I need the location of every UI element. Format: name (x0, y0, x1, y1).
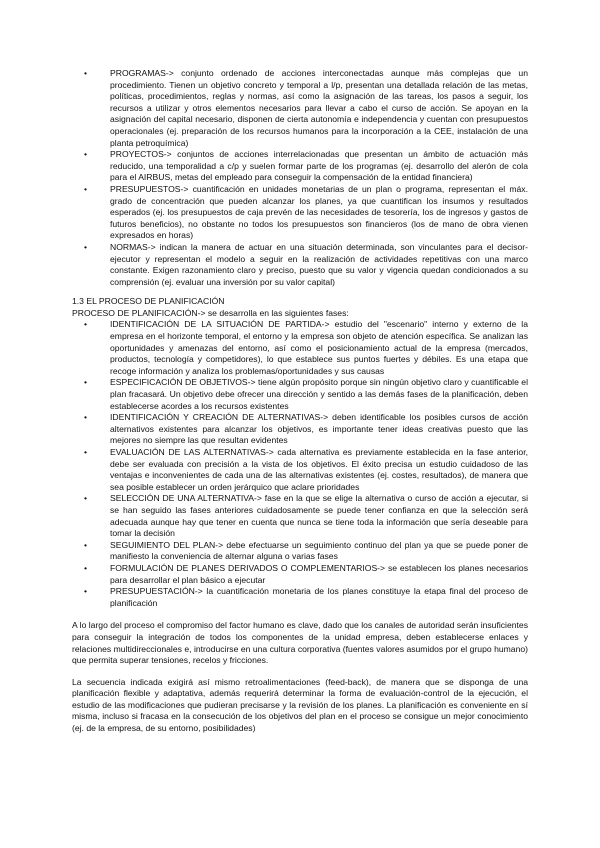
list-item-text: SELECCIÓN DE UNA ALTERNATIVA-> fase en la que se elige la alternativa o curso de acción a ejecutar, si se han seguido las fases anteriores cuidadosamente se puede tener confianza en que la selección será adecuada aunque hay que tener en cuenta que nunca se tiene toda la información que sería deseable para tomar la decisión (110, 493, 528, 539)
list-item-phase (72, 540, 528, 563)
bullet-icon: • (84, 149, 88, 160)
list-item-presupuestos (72, 184, 528, 242)
bullet-icon: • (84, 412, 88, 423)
list-item-text: PROGRAMAS-> conjunto ordenado de acciones interconectadas aunque más complejas que un procedimiento. Tienen un objetivo concreto y temporal a l/p, presentan una detallada relación de las metas, políticas, procedimientos, reglas y normas, así como la asignación de las tareas, los pasos a seguir, los recursos a utilizar y otros elementos necesarios para llevar a cabo el curso de acción. Se apoyan en la asignación del capital necesario, disponen de cierta autonomía e independencia y cuentan con presupuestos operacionales (ej. preparación de los recursos humanos para la incorporación a la CEE, instalación de una planta petroquímica) (110, 68, 528, 148)
list-item-phase (72, 563, 528, 586)
bullet-icon: • (84, 68, 88, 78)
bullet-icon: • (84, 586, 88, 597)
list-item-phase (72, 447, 528, 493)
bullet-icon: • (84, 493, 88, 504)
list-item-text: NORMAS-> indican la manera de actuar en una situación determinada, son vinculantes para el decisor-ejecutor y representan el modelo a seguir en la realización de actividades repetitivas con una marco constante. Exigen razonamiento claro y preciso, puesto que su valor y vigencia quedan condicionados a su comprensión (ej. evaluar una inversión por su valor capital) (110, 241, 528, 287)
bullet-icon: • (84, 377, 88, 388)
list-item-text: PRESUPUESTACIÓN-> la cuantificación monetaria de los planes constituye la etapa final del proceso de planificación (110, 586, 528, 608)
list-item-text: SEGUIMIENTO DEL PLAN-> debe efectuarse un seguimiento continuo del plan ya que se puede poner de manifiesto la conveniencia de alternar alguna o varias fases (110, 539, 528, 562)
section-heading: 1.3 EL PROCESO DE PLANIFICACIÓN (72, 296, 225, 307)
bullet-icon: • (84, 319, 88, 330)
list-item-text: PRESUPUESTOS-> cuantificación en unidades monetarias de un plan o programa, representan el máx. grado de concentración que pueden alcanzar los planes, ya que cuantifican los insumos y resultados esperados (ej. los presupuestos de caja prevén de las necesidades de tesorería, los de ingresos y gastos de futuros beneficios), no obstante no todos los presupuestos son financieros (los de mano de obra vienen expresados en horas) (110, 183, 528, 241)
document-page (72, 68, 528, 735)
bullet-icon: • (84, 539, 88, 550)
bullet-icon: • (84, 447, 88, 457)
definitions-list (72, 68, 528, 288)
bullet-icon: • (84, 241, 88, 252)
list-item-text: EVALUACIÓN DE LAS ALTERNATIVAS-> cada alternativa es previamente establecida en la fase anterior, debe ser evaluada con precisión a la vista de los objetivos. El éxito precisa un estudio cuidadoso de las ventajas e inconvenientes de cada una de las alternativas existentes (ej. costes, resultados), de manera que sea posible establecer un orden jerárquico que aclare prioridades (110, 447, 528, 492)
list-item-phase (72, 319, 528, 377)
list-item-phase (72, 493, 528, 539)
bullet-icon: • (84, 562, 88, 573)
list-item-programas (72, 68, 528, 149)
bullet-icon: • (84, 183, 88, 194)
list-item-normas (72, 242, 528, 288)
paragraph-feedback: La secuencia indicada exigirá así mismo retroalimentaciones (feed-back), de manera que se disponga de una planificación flexible y adaptativa, además requerirá determinar la forma de evaluación-control de la ejecución, el estudio de las modificaciones que pudieran precisarse y la revisión de los planes. La planificación es conveniente en sí misma, incluso si fracasa en la consecución de los objetivos del plan en el proceso se consigue un mejor conocimiento (ej. de la empresa, de su entorno, posibilidades) (72, 676, 528, 734)
list-item-text: IDENTIFICACIÓN Y CREACIÓN DE ALTERNATIVAS-> deben identificable los posibles cursos de acción alternativos existentes para alcanzar los objetivos, es importante tener ideas creativas puesto que las mejores no siempre las que resultan evidentes (110, 412, 528, 446)
list-item-proyectos (72, 149, 528, 184)
list-item-text: PROYECTOS-> conjuntos de acciones interrelacionadas que presentan un ámbito de actuación más reducido, una temporalidad a c/p y suelen formar parte de los programas (ej. desarrollo del alerón de cola para el AIRBUS, metas del empleado para conseguir la compensación de la entidad financiera) (110, 149, 528, 183)
phases-list (72, 319, 528, 609)
list-item-phase (72, 586, 528, 609)
list-item-text: ESPECIFICACIÓN DE OBJETIVOS-> tiene algún propósito porque sin ningún objetivo claro y cuantificable el plan fracasará. Un objetivo debe ofrecer una dirección y sentido a las demás fases de la planificación, deben establecerse acordes a los recursos existentes (110, 377, 528, 411)
section-intro: PROCESO DE PLANIFICACIÓN-> se desarrolla en las siguientes fases: (72, 307, 349, 318)
list-item-phase (72, 412, 528, 447)
list-item-text: FORMULACIÓN DE PLANES DERIVADOS O COMPLEMENTARIOS-> se establecen los planes necesarios para desarrollar el plan básico a ejecutar (110, 562, 528, 585)
list-item-text: IDENTIFICACIÓN DE LA SITUACIÓN DE PARTIDA-> estudio del "escenario" interno y externo de la empresa en el horizonte temporal, el entorno y la empresa son objeto de atención específica. Se analizan las oportunidades y amenazas del entorno, así como el posicionamiento actual de la empresa (mercados, productos, tecnología y competidores), lo que establece sus puntos fuertes y débiles. Es una etapa que recoge información y analiza los problemas/oportunidades y sus causas (110, 319, 528, 376)
list-item-phase (72, 377, 528, 412)
paragraph-human-factor: A lo largo del proceso el compromiso del factor humano es clave, dado que los canales de autoridad serán insuficientes para conseguir la integración de todos los componentes de la unidad empresa, deben establecerse enlaces y relaciones multidireccionales e, introducirse en una cultura corporativa (fuentes valores asumidos por el grupo humano) que permita superar tensiones, recelos y fricciones. (72, 620, 528, 666)
